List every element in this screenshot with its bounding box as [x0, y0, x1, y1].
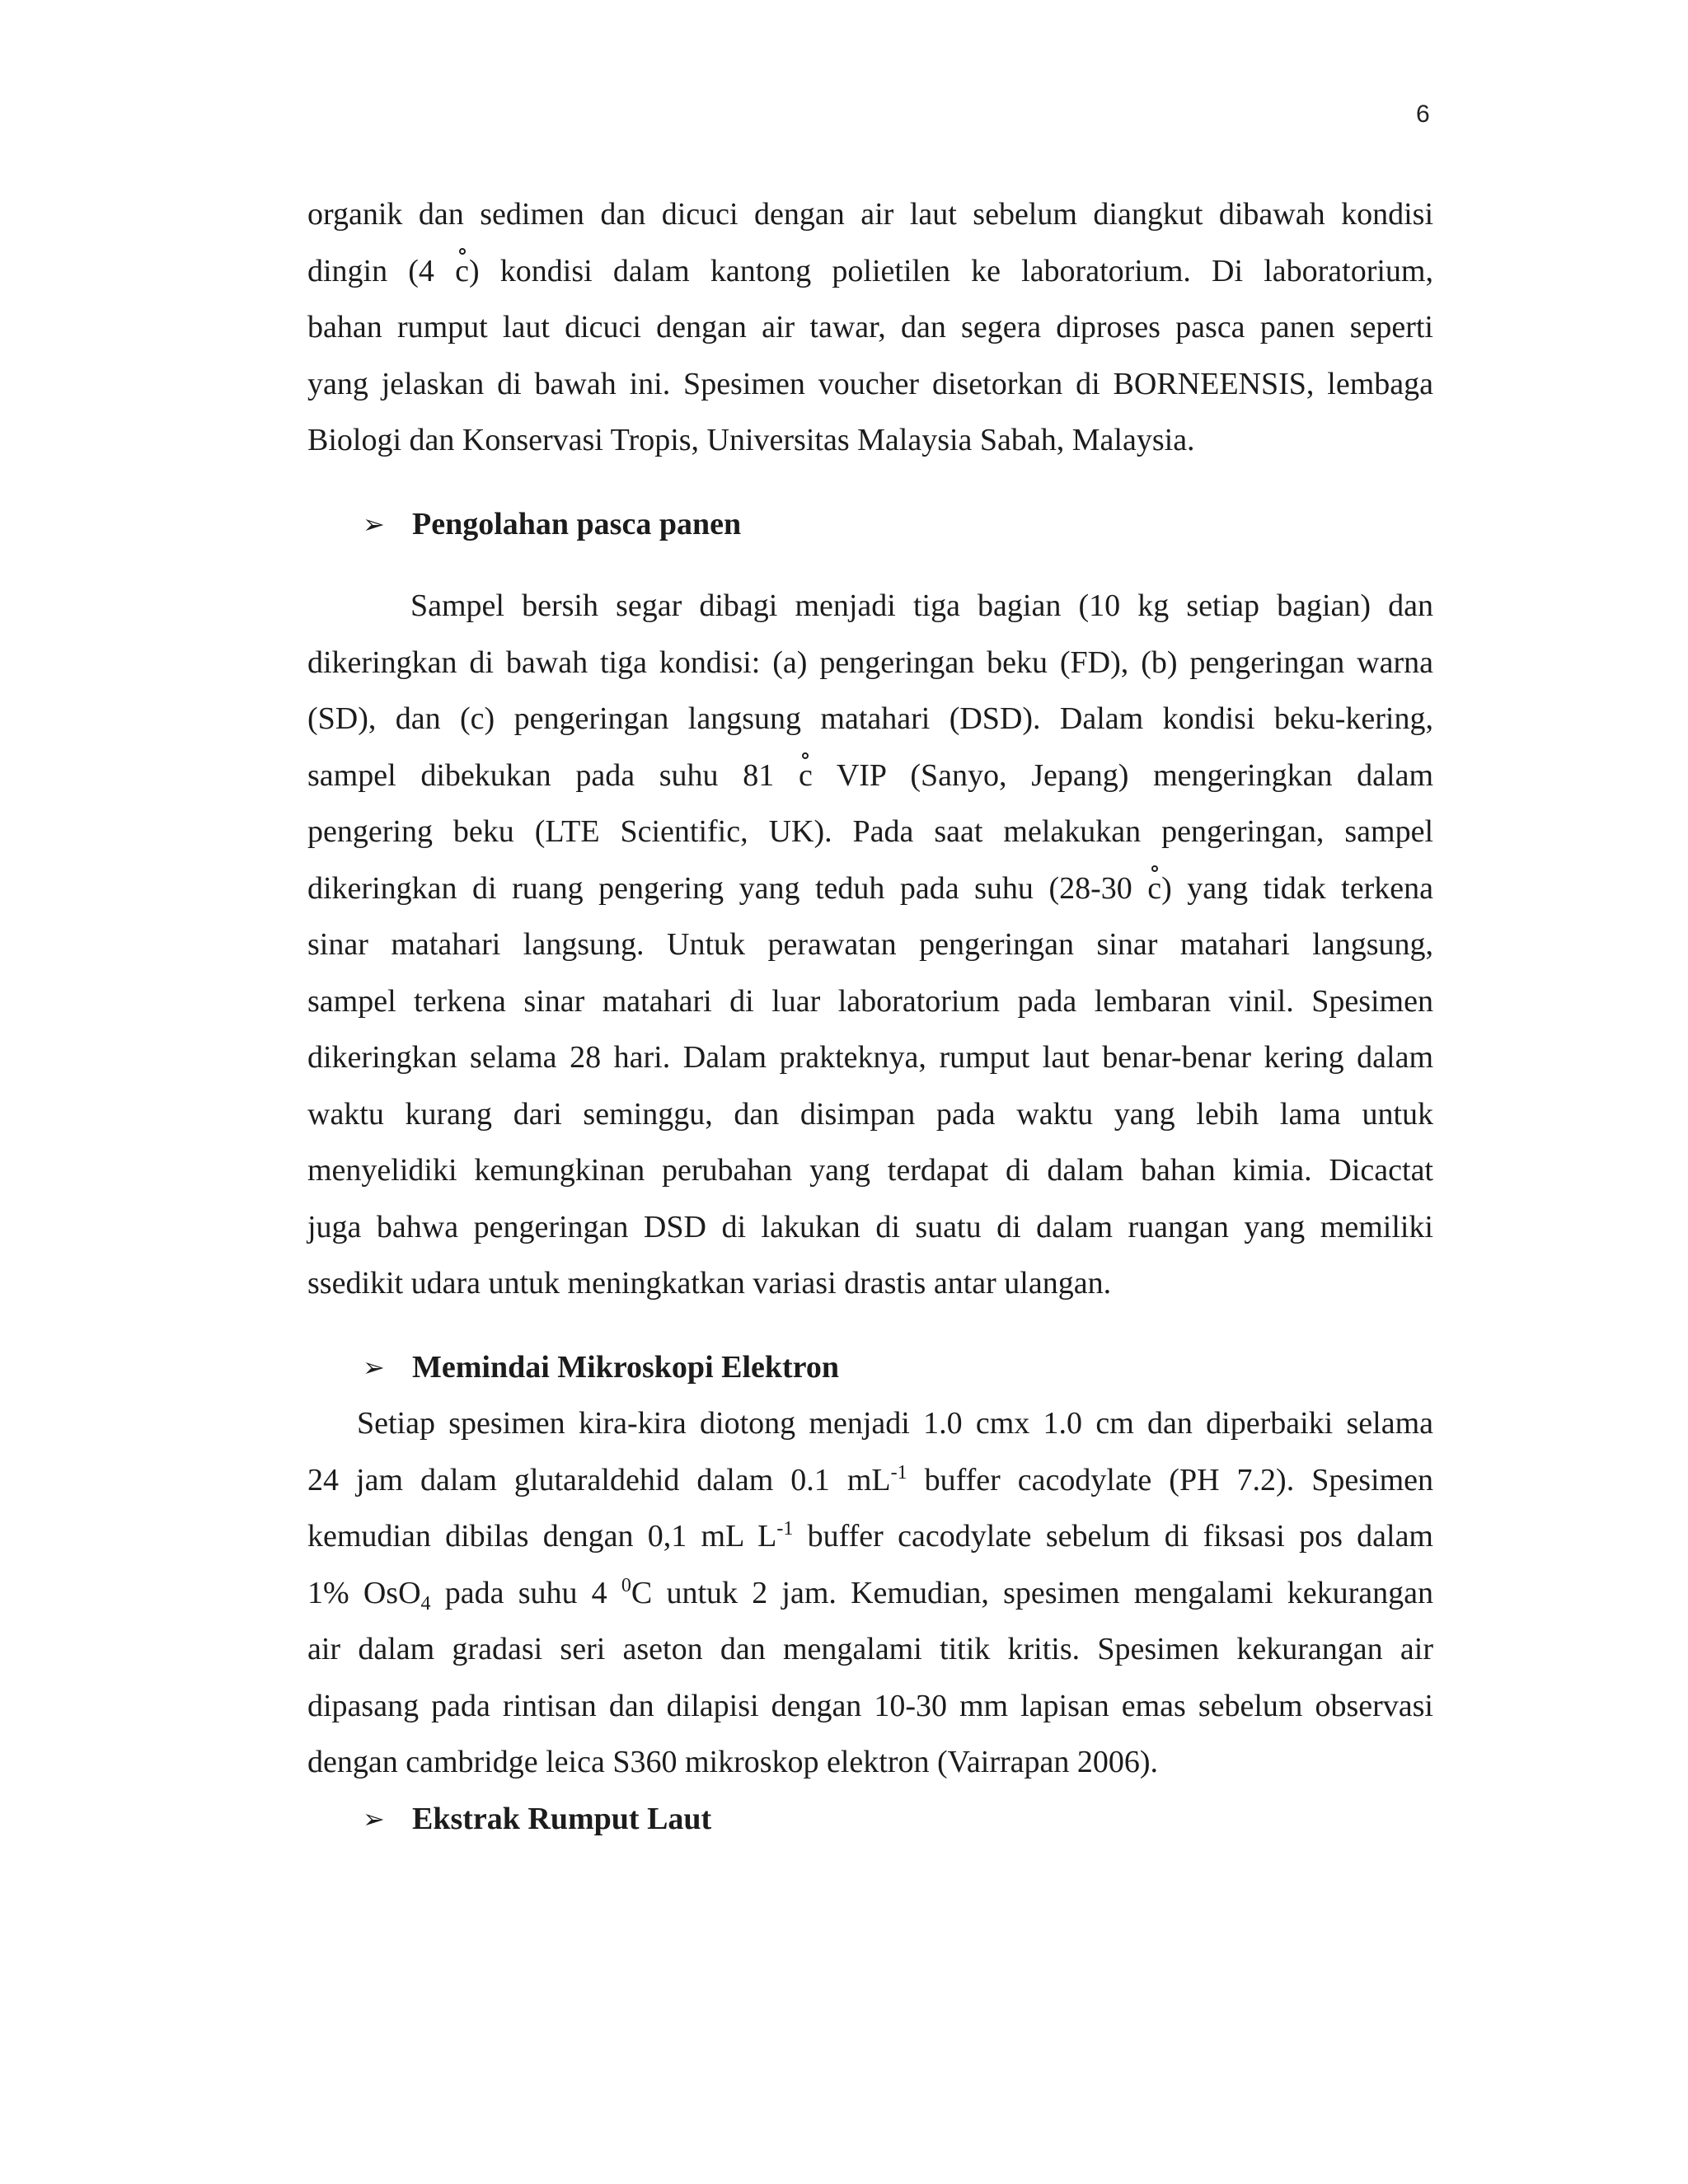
text-line: pengering beku (LTE Scientific, UK). Pada saat melakukan pengeringan, sampel	[307, 814, 1433, 849]
degree-celsius-symbol: c	[1147, 860, 1161, 917]
arrowhead-bullet-icon: ➢	[363, 1802, 385, 1835]
text-line: dingin (4 c) kondisi dalam kantong polietilen ke laboratorium. Di laboratorium,	[307, 243, 1433, 300]
text-line: Setiap spesimen kira-kira diotong menjadi 1.0 cmx 1.0 cm dan diperbaiki selama	[357, 1406, 1433, 1441]
heading-text: Pengolahan pasca panen	[412, 506, 742, 541]
text-line: menyelidiki kemungkinan perubahan yang terdapat di dalam bahan kimia. Dicactat	[307, 1153, 1433, 1188]
text-line: 1% OsO$_4$ pada suhu 4 $^0$C untuk 2 jam. Kemudian, spesimen mengalami kekurangan	[307, 1574, 1434, 1615]
document-body	[307, 186, 1433, 1847]
text-line: dikeringkan di bawah tiga kondisi: (a) pengeringan beku (FD), (b) pengeringan warna	[307, 644, 1433, 680]
text-line: sampel dibekukan pada suhu 81 c VIP (Sanyo, Jepang) mengeringkan dalam	[307, 748, 1433, 804]
text-line: waktu kurang dari seminggu, dan disimpan pada waktu yang lebih lama untuk	[307, 1096, 1433, 1132]
text-line: dengan cambridge leica S360 mikroskop elektron (Vairrapan 2006).	[307, 1745, 1159, 1779]
text-line: yang jelaskan di bawah ini. Spesimen voucher disetorkan di BORNEENSIS, lembaga	[307, 366, 1433, 401]
heading-text: Ekstrak Rumput Laut	[412, 1801, 712, 1836]
intro-paragraph	[307, 186, 1433, 469]
text-line: dikeringkan di ruang pengering yang teduh pada suhu (28-30 c) yang tidak terkena	[307, 860, 1433, 917]
degree-celsius-symbol: c	[799, 748, 813, 804]
text-line: organik dan sedimen dan dicuci dengan air laut sebelum diangkut dibawah kondisi	[307, 197, 1433, 232]
text-line: dikeringkan selama 28 hari. Dalam prakteknya, rumput laut benar-benar kering dalam	[307, 1040, 1433, 1075]
arrowhead-bullet-icon: ➢	[363, 508, 385, 540]
mikroskopi-paragraph	[307, 1395, 1433, 1791]
arrowhead-bullet-icon: ➢	[363, 1351, 385, 1383]
section-heading-pasca-panen	[363, 496, 1489, 553]
text-line: dipasang pada rintisan dan dilapisi dengan 10-30 mm lapisan emas sebelum observasi	[307, 1688, 1433, 1723]
section-heading-ekstrak	[363, 1791, 1489, 1848]
text-line: (SD), dan (c) pengeringan langsung matahari (DSD). Dalam kondisi beku-kering,	[307, 701, 1433, 736]
text-line: juga bahwa pengeringan DSD di lakukan di suatu di dalam ruangan yang memiliki	[307, 1209, 1433, 1244]
text-line: Sampel bersih segar dibagi menjadi tiga bagian (10 kg setiap bagian) dan	[410, 588, 1433, 623]
page-number: 6	[1416, 101, 1430, 128]
degree-celsius-symbol: c	[455, 243, 469, 300]
text-line: ssedikit udara untuk meningkatkan variasi drastis antar ulangan.	[307, 1266, 1112, 1301]
text-line: 24 jam dalam glutaraldehid dalam 0.1 $mL^{-1}$ buffer cacodylate (PH 7.2). Spesimen	[307, 1461, 1433, 1497]
heading-text: Memindai Mikroskopi Elektron	[412, 1349, 839, 1385]
text-line: air dalam gradasi seri aseton dan mengalami titik kritis. Spesimen kekurangan air	[307, 1632, 1433, 1666]
text-line: sampel terkena sinar matahari di luar laboratorium pada lembaran vinil. Spesimen	[307, 983, 1433, 1019]
section-heading-mikroskopi	[363, 1339, 1489, 1396]
pasca-panen-paragraph	[307, 578, 1433, 1312]
text-line: Biologi dan Konservasi Tropis, Universitas Malaysia Sabah, Malaysia.	[307, 423, 1195, 457]
text-line: kemudian dibilas dengan 0,1 mL $L^{-1}$ buffer cacodylate sebelum di fiksasi pos dalam	[307, 1518, 1433, 1554]
text-line: sinar matahari langsung. Untuk perawatan pengeringan sinar matahari langsung,	[307, 927, 1433, 962]
text-line: bahan rumput laut dicuci dengan air tawar, dan segera diproses pasca panen seperti	[307, 310, 1433, 344]
